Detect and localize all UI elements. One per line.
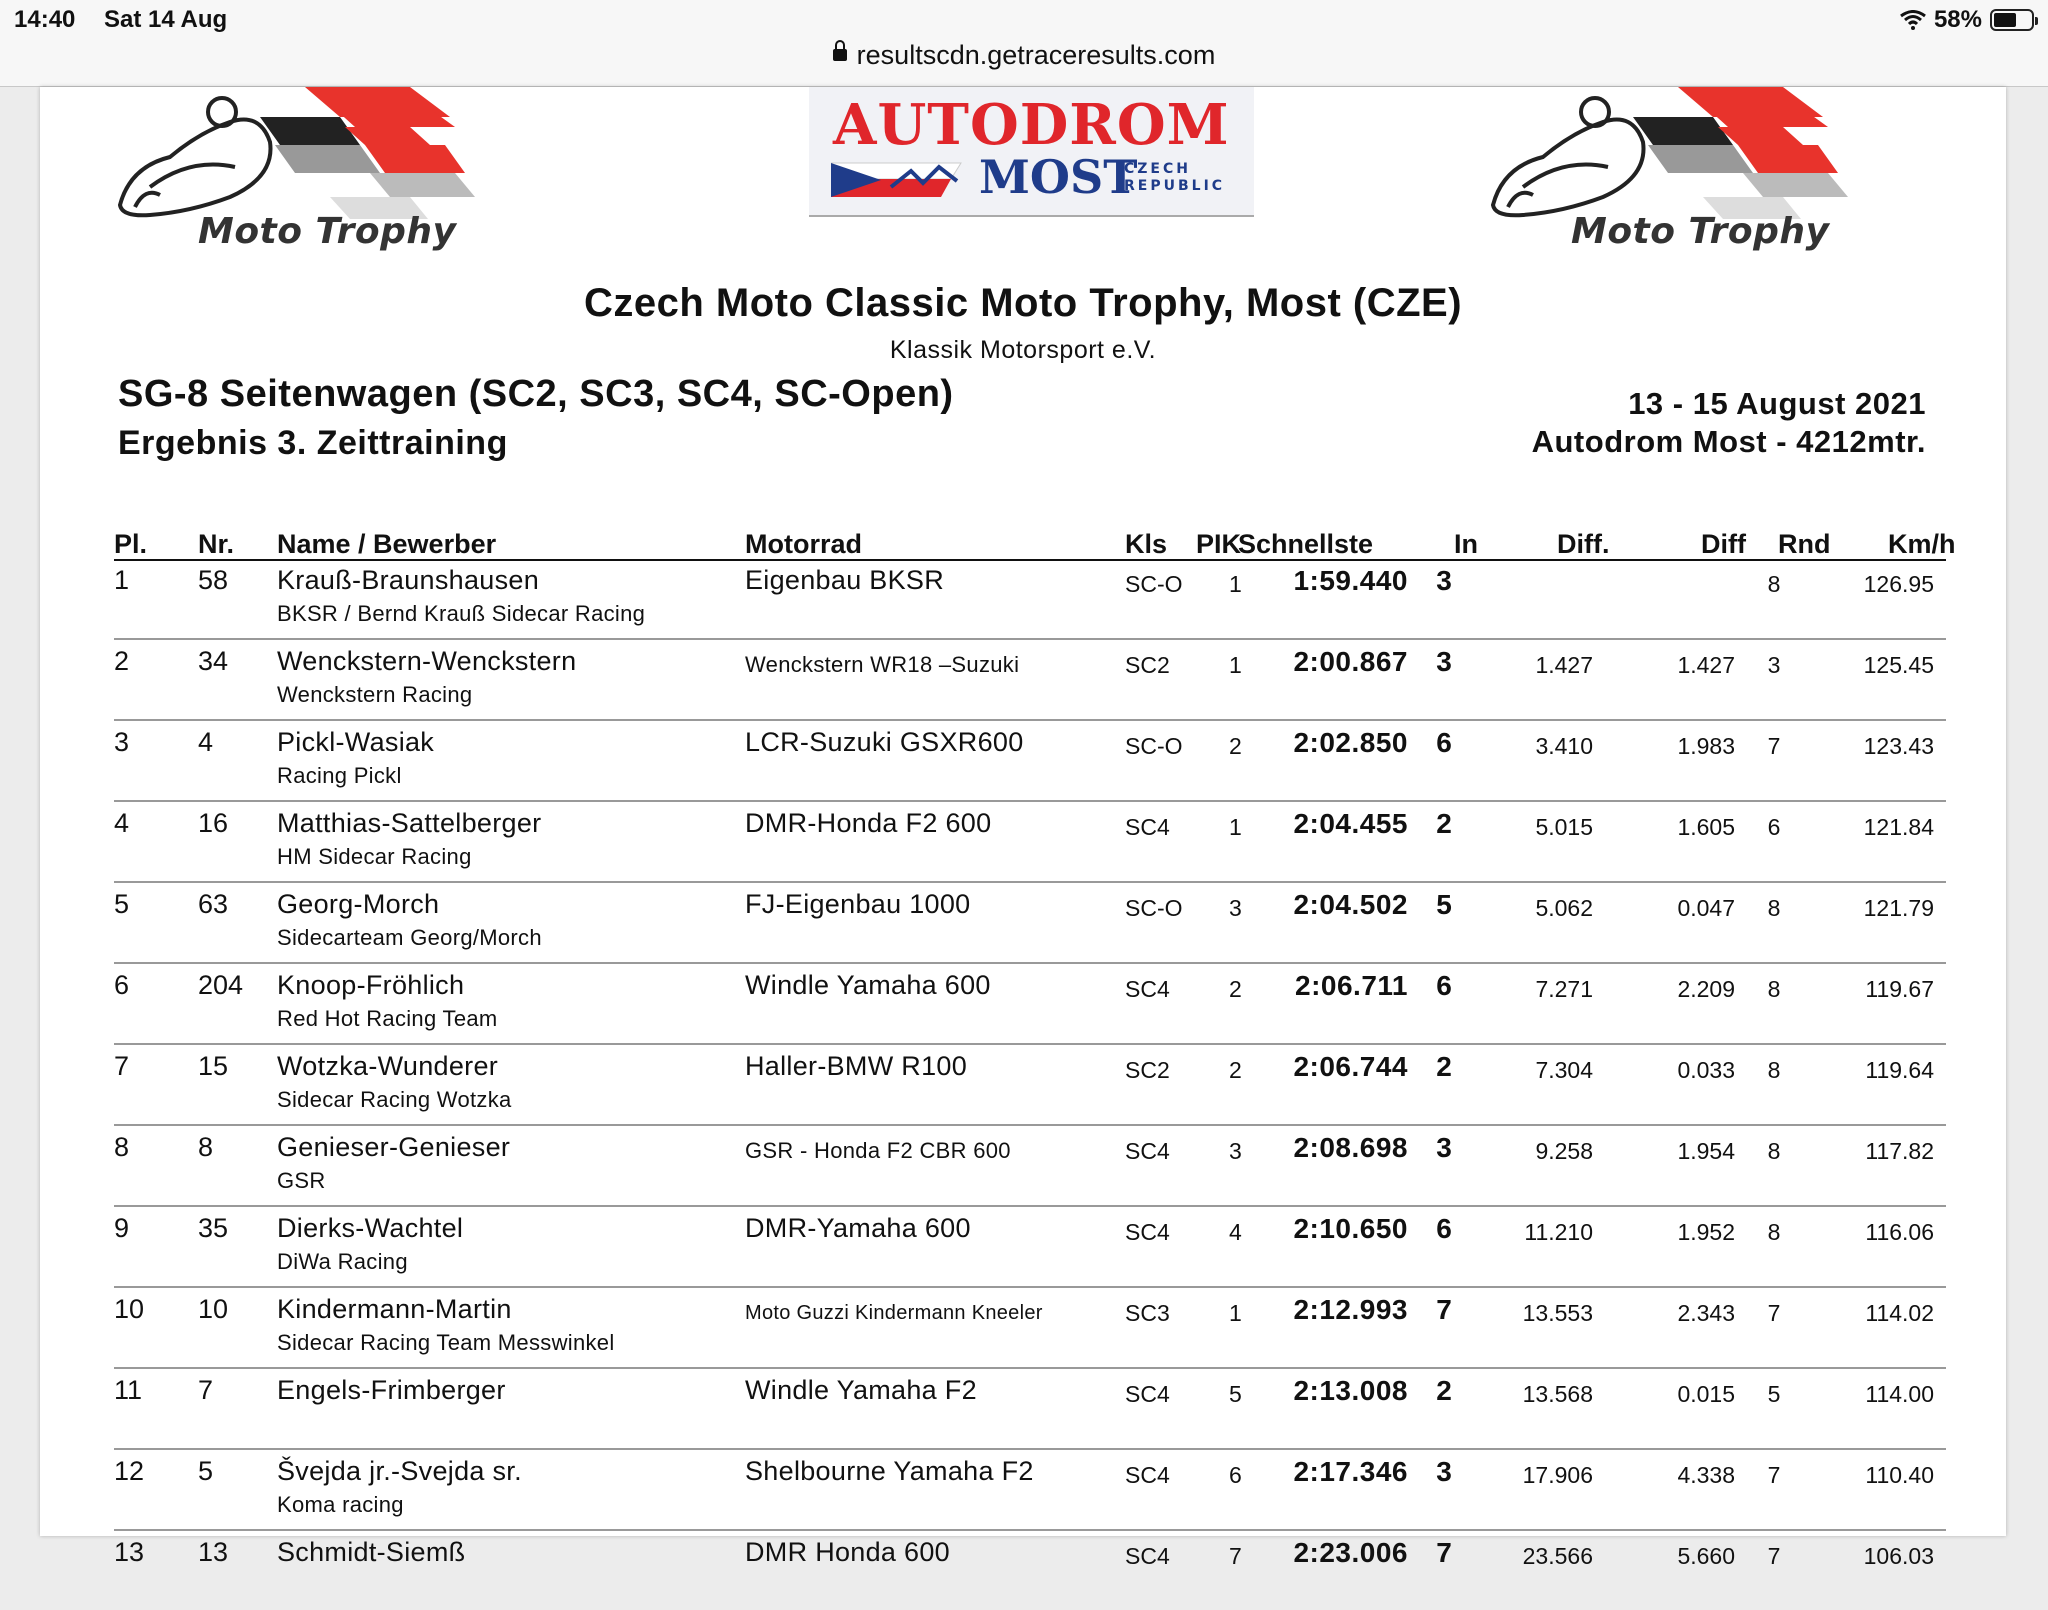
status-bar [0,0,2048,40]
cell-team: Sidecar Racing Wotzka [277,1087,512,1112]
cell-best: 2:00.867 [1293,646,1408,677]
cell-diff: 5.062 [1535,895,1593,921]
cell-pl: 13 [114,1537,145,1567]
autodrom-most-logo [809,87,1254,217]
cell-name: Wenckstern-Wenckstern [277,646,577,676]
cell-rnd: 8 [1767,976,1781,1002]
cell-kls: SC4 [1125,976,1170,1002]
cell-kls: SC4 [1125,814,1170,840]
cell-rnd: 8 [1767,571,1781,597]
header-diff: Diff. [1557,529,1610,559]
autodrom-country [1124,161,1225,195]
cell-pl: 4 [114,808,130,838]
cell-pl: 6 [114,970,130,1000]
cell-team: DiWa Racing [277,1249,408,1274]
cell-diff2: 1.952 [1677,1219,1735,1245]
cell-best: 2:06.744 [1293,1051,1408,1082]
cell-in: 2 [1436,808,1452,839]
cell-bike: LCR-Suzuki GSXR600 [745,727,1024,757]
cell-nr: 204 [198,970,244,1000]
header-nr: Nr. [198,529,235,559]
cell-kmh: 126.95 [1863,571,1934,597]
cell-name: Georg-Morch [277,889,440,919]
moto-trophy-logo-right [1483,87,1933,257]
cell-name: Matthias-Sattelberger [277,808,542,838]
url-display[interactable] [0,40,2048,70]
cell-rnd: 3 [1767,652,1781,678]
cell-pik: 5 [1229,1381,1242,1407]
cell-diff: 17.906 [1522,1462,1593,1488]
cell-rnd: 7 [1767,1300,1781,1326]
cell-kmh: 125.45 [1863,652,1934,678]
cell-pl: 2 [114,646,130,676]
table-row [114,802,1946,883]
cell-kmh: 114.00 [1865,1381,1934,1407]
cell-best: 1:59.440 [1293,565,1408,596]
cell-diff: 5.015 [1535,814,1593,840]
cell-in: 2 [1436,1051,1452,1082]
cell-bike: Windle Yamaha F2 [745,1375,977,1405]
results-page [40,87,2006,1569]
cell-nr: 8 [198,1132,214,1162]
cell-nr: 7 [198,1375,214,1405]
cell-nr: 4 [198,727,214,757]
cell-bike: Wenckstern WR18 –Suzuki [745,652,1020,677]
wifi-icon [1900,10,1926,30]
cell-pik: 1 [1229,1300,1242,1326]
cell-best: 2:12.993 [1293,1294,1408,1325]
battery-percent: 58% [1933,6,1982,33]
cell-diff: 7.271 [1535,976,1593,1002]
cell-pik: 3 [1229,1138,1242,1164]
cell-kls: SC2 [1125,1057,1170,1083]
cell-pik: 1 [1229,814,1242,840]
cell-bike: Shelbourne Yamaha F2 [745,1456,1034,1486]
event-date: 13 - 15 August 2021 [1628,386,1926,421]
cell-nr: 10 [198,1294,229,1324]
header-kmh: Km/h [1888,529,1956,559]
cell-diff2: 0.033 [1677,1057,1735,1083]
cell-in: 3 [1436,1132,1452,1163]
cell-diff2: 1.983 [1677,733,1735,759]
cell-best: 2:04.502 [1293,889,1408,920]
cell-diff2: 1.427 [1677,652,1735,678]
header-bike: Motorrad [745,529,862,559]
cell-team: GSR [277,1168,326,1193]
cell-nr: 15 [198,1051,229,1081]
cell-nr: 13 [198,1537,229,1567]
cell-kmh: 123.43 [1863,733,1934,759]
table-row [114,721,1946,802]
cell-kmh: 116.06 [1865,1219,1934,1245]
cell-name: Krauß-Braunshausen [277,565,540,595]
cell-nr: 16 [198,808,229,838]
cell-diff: 23.566 [1522,1543,1593,1569]
cell-kls: SC2 [1125,652,1170,678]
cell-pik: 1 [1229,571,1242,597]
cell-kls: SC4 [1125,1462,1170,1488]
address-bar[interactable] [0,40,2048,87]
results-table-body [114,559,1946,1610]
cell-in: 3 [1436,646,1452,677]
cell-name: Dierks-Wachtel [277,1213,464,1243]
results-table-header [114,523,1956,561]
cell-pik: 6 [1229,1462,1242,1488]
cell-diff2: 1.605 [1677,814,1735,840]
cell-pik: 1 [1229,652,1242,678]
cell-team: Red Hot Racing Team [277,1006,498,1031]
cell-bike: DMR-Yamaha 600 [745,1213,971,1243]
cell-diff2: 2.343 [1677,1300,1735,1326]
cell-kls: SC4 [1125,1381,1170,1407]
cell-in: 3 [1436,1456,1452,1487]
header-diff2: Diff [1701,529,1746,559]
cell-pik: 2 [1229,733,1242,759]
cell-bike: DMR Honda 600 [745,1537,951,1567]
table-row [114,1126,1946,1207]
cell-pl: 12 [114,1456,145,1486]
cell-best: 2:04.455 [1293,808,1408,839]
cell-bike: Eigenbau BKSR [745,565,945,595]
table-row [114,1207,1946,1288]
cell-diff2: 0.047 [1677,895,1735,921]
cell-best: 2:06.711 [1295,970,1408,1001]
session-title: Ergebnis 3. Zeittraining [118,424,508,462]
cell-kls: SC-O [1125,571,1183,597]
cell-pik: 2 [1229,1057,1242,1083]
cell-kls: SC4 [1125,1219,1170,1245]
cell-name: Schmidt-Siemß [277,1537,466,1567]
cell-pl: 1 [114,565,130,595]
cell-name: Engels-Frimberger [277,1375,506,1405]
autodrom-title: AUTODROM [833,92,1230,158]
cell-team: Koma racing [277,1492,404,1517]
cell-pl: 9 [114,1213,130,1243]
country-line-1: CZECH [1124,161,1191,177]
cell-in: 7 [1436,1537,1452,1568]
cell-in: 6 [1436,970,1452,1001]
battery-icon [1990,9,2034,31]
cell-kmh: 110.40 [1865,1462,1934,1488]
cell-kmh: 119.64 [1865,1057,1934,1083]
event-title: Czech Moto Classic Moto Trophy, Most (CZE) [583,281,1463,325]
cell-pik: 3 [1229,895,1242,921]
header-rnd: Rnd [1778,529,1831,559]
cell-diff: 3.410 [1535,733,1593,759]
cell-kmh: 121.84 [1863,814,1934,840]
cell-kmh: 119.67 [1865,976,1934,1002]
autodrom-subtitle: MOST [979,150,1138,204]
cell-diff: 9.258 [1535,1138,1593,1164]
cell-bike: Haller-BMW R100 [745,1051,968,1081]
cell-rnd: 7 [1767,1462,1781,1488]
lock-icon [833,49,847,61]
cell-rnd: 8 [1767,1138,1781,1164]
cell-kmh: 106.03 [1863,1543,1934,1569]
cell-name: Pickl-Wasiak [277,727,435,757]
cell-name: Kindermann-Martin [277,1294,512,1324]
cell-rnd: 7 [1767,733,1781,759]
cell-best: 2:23.006 [1293,1537,1408,1568]
cell-pik: 4 [1229,1219,1242,1245]
cell-in: 5 [1436,889,1452,920]
cell-pl: 7 [114,1051,130,1081]
cell-name: Knoop-Fröhlich [277,970,465,1000]
cell-pl: 3 [114,727,130,757]
moto-trophy-text-left: Moto Trophy [198,211,457,252]
cell-pl: 10 [114,1294,145,1324]
cell-pik: 2 [1229,976,1242,1002]
cell-rnd: 7 [1767,1543,1781,1569]
cell-kmh: 121.79 [1863,895,1934,921]
event-info [1532,385,1926,461]
cell-name: Genieser-Genieser [277,1132,511,1162]
cell-diff2: 5.660 [1677,1543,1735,1569]
cell-in: 6 [1436,727,1452,758]
cell-kls: SC4 [1125,1138,1170,1164]
cell-best: 2:10.650 [1293,1213,1408,1244]
cell-rnd: 5 [1767,1381,1781,1407]
cell-rnd: 6 [1767,814,1781,840]
moto-trophy-text-right: Moto Trophy [1571,211,1830,252]
cell-nr: 58 [198,565,229,595]
cell-rnd: 8 [1767,1057,1781,1083]
event-organizer: Klassik Motorsport e.V. [889,336,1157,364]
cell-best: 2:17.346 [1293,1456,1408,1487]
cell-bike: Windle Yamaha 600 [745,970,991,1000]
cell-diff2: 2.209 [1677,976,1735,1002]
cell-team: Racing Pickl [277,763,402,788]
cell-in: 3 [1436,565,1452,596]
class-title: SG-8 Seitenwagen (SC2, SC3, SC4, SC-Open) [118,373,954,415]
table-row [114,1045,1946,1126]
cell-in: 7 [1436,1294,1452,1325]
cell-diff: 7.304 [1535,1057,1593,1083]
table-row [114,640,1946,721]
cell-kls: SC-O [1125,733,1183,759]
cell-in: 2 [1436,1375,1452,1406]
event-track: Autodrom Most - 4212mtr. [1531,424,1926,459]
cell-diff: 1.427 [1535,652,1593,678]
cell-rnd: 8 [1767,1219,1781,1245]
cell-in: 6 [1436,1213,1452,1244]
cell-bike: DMR-Honda F2 600 [745,808,992,838]
cell-diff: 11.210 [1524,1219,1593,1245]
cell-best: 2:02.850 [1293,727,1408,758]
cell-diff2: 4.338 [1677,1462,1735,1488]
cell-team: BKSR / Bernd Krauß Sidecar Racing [277,601,646,626]
cell-best: 2:13.008 [1293,1375,1408,1406]
cell-diff2: 1.954 [1677,1138,1735,1164]
header-in: In [1454,529,1478,559]
table-row [114,964,1946,1045]
cell-diff: 13.553 [1522,1300,1593,1326]
header-kls: Kls [1125,529,1168,559]
status-date: Sat 14 Aug [104,6,228,33]
cell-kmh: 117.82 [1865,1138,1934,1164]
cell-kls: SC-O [1125,895,1183,921]
cell-kls: SC3 [1125,1300,1170,1326]
cell-pl: 8 [114,1132,130,1162]
cell-bike: GSR - Honda F2 CBR 600 [745,1138,1011,1163]
cell-rnd: 8 [1767,895,1781,921]
cell-kmh: 114.02 [1865,1300,1934,1326]
header-name: Name / Bewerber [277,529,497,559]
status-time: 14:40 [14,6,76,33]
table-row [114,1369,1946,1450]
cell-pik: 7 [1229,1543,1242,1569]
cell-diff: 13.568 [1522,1381,1593,1407]
cell-name: Švejda jr.-Svejda sr. [277,1456,522,1486]
header-pik: PIK [1196,529,1242,559]
moto-trophy-logo-left [110,87,560,257]
cell-kls: SC4 [1125,1543,1170,1569]
status-right [1900,6,2034,34]
cell-team: Sidecar Racing Team Messwinkel [277,1330,615,1355]
cell-best: 2:08.698 [1293,1132,1408,1163]
cell-nr: 35 [198,1213,229,1243]
cell-pl: 5 [114,889,130,919]
cell-nr: 5 [198,1456,214,1486]
cell-name: Wotzka-Wunderer [277,1051,499,1081]
url-text: resultscdn.getraceresults.com [856,40,1216,70]
cell-diff2: 0.015 [1677,1381,1735,1407]
cell-bike: FJ-Eigenbau 1000 [745,889,971,919]
header-pl: Pl. [114,529,148,559]
cell-nr: 63 [198,889,229,919]
country-line-2: REPUBLIC [1124,178,1226,194]
cell-nr: 34 [198,646,229,676]
cell-team: Wenckstern Racing [277,682,473,707]
table-row [114,883,1946,964]
cell-team: Sidecarteam Georg/Morch [277,925,542,950]
czech-flag-icon [831,157,971,203]
header-best: Schnellste [1238,529,1374,559]
cell-team: HM Sidecar Racing [277,844,472,869]
table-row [114,1450,1946,1531]
table-row [114,559,1946,640]
cell-pl: 11 [114,1375,143,1405]
cell-bike: Moto Guzzi Kindermann Kneeler [745,1302,1043,1324]
table-row [114,1531,1946,1610]
table-row [114,1288,1946,1369]
